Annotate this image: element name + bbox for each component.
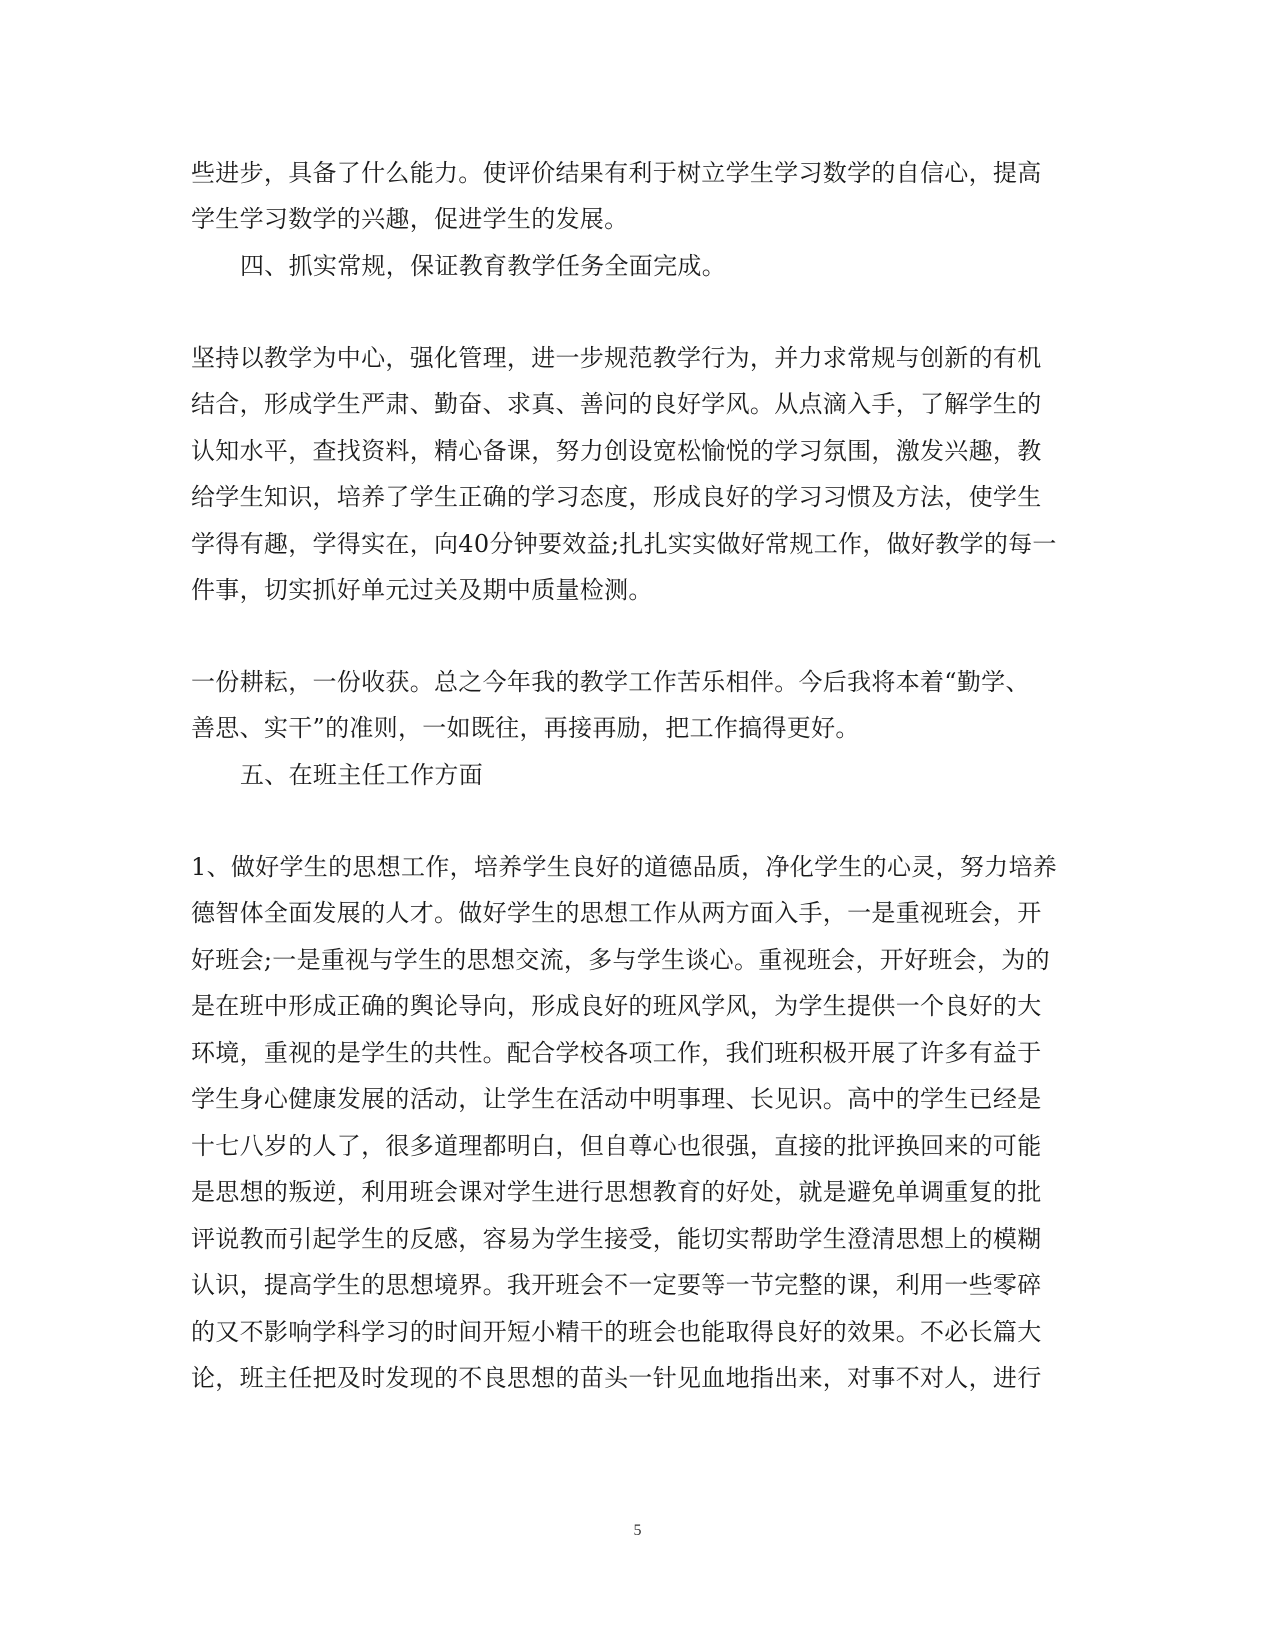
text-line: 的又不影响学科学习的时间开短小精干的班会也能取得良好的效果。不必长篇大 <box>191 1318 1042 1346</box>
text-line: 环境，重视的是学生的共性。配合学校各项工作，我们班积极开展了许多有益于 <box>191 1039 1042 1067</box>
text-line: 善思、实干”的准则，一如既往，再接再励，把工作搞得更好。 <box>191 714 860 742</box>
text-line: 学得有趣，学得实在，向40分钟要效益;扎扎实实做好常规工作，做好教学的每一 <box>191 530 1057 558</box>
text-line: 给学生知识，培养了学生正确的学习态度，形成良好的学习习惯及方法，使学生 <box>191 483 1042 511</box>
text-line: 结合，形成学生严肃、勤奋、求真、善问的良好学风。从点滴入手，了解学生的 <box>191 390 1042 418</box>
text-line: 1、做好学生的思想工作，培养学生良好的道德品质，净化学生的心灵，努力培养 <box>191 853 1058 881</box>
text-line: 是思想的叛逆，利用班会课对学生进行思想教育的好处，就是避免单调重复的批 <box>191 1178 1042 1206</box>
text-line: 些进步，具备了什么能力。使评价结果有利于树立学生学习数学的自信心，提高 <box>191 159 1042 187</box>
text-line: 认识，提高学生的思想境界。我开班会不一定要等一节完整的课，利用一些零碎 <box>191 1271 1042 1299</box>
text-line: 学生身心健康发展的活动，让学生在活动中明事理、长见识。高中的学生已经是 <box>191 1085 1042 1113</box>
text-line: 认知水平，查找资料，精心备课，努力创设宽松愉悦的学习氛围，激发兴趣，教 <box>191 437 1042 465</box>
text-line: 十七八岁的人了，很多道理都明白，但自尊心也很强，直接的批评换回来的可能 <box>191 1132 1042 1160</box>
text-line: 学生学习数学的兴趣，促进学生的发展。 <box>191 205 629 233</box>
section-heading: 四、抓实常规，保证教育教学任务全面完成。 <box>240 252 726 280</box>
text-line: 好班会;一是重视与学生的思想交流，多与学生谈心。重视班会，开好班会，为的 <box>191 946 1050 974</box>
text-line: 坚持以教学为中心，强化管理，进一步规范教学行为，并力求常规与创新的有机 <box>191 344 1042 372</box>
text-line: 德智体全面发展的人才。做好学生的思想工作从两方面入手，一是重视班会，开 <box>191 899 1042 927</box>
text-line: 一份耕耘，一份收获。总之今年我的教学工作苦乐相伴。今后我将本着“勤学、 <box>191 668 1030 696</box>
text-line: 是在班中形成正确的舆论导向，形成良好的班风学风，为学生提供一个良好的大 <box>191 992 1042 1020</box>
text-line: 件事，切实抓好单元过关及期中质量检测。 <box>191 576 653 604</box>
text-line: 论，班主任把及时发现的不良思想的苗头一针见血地指出来，对事不对人，进行 <box>191 1364 1042 1392</box>
text-line: 评说教而引起学生的反感，容易为学生接受，能切实帮助学生澄清思想上的模糊 <box>191 1225 1042 1253</box>
section-heading: 五、在班主任工作方面 <box>240 761 483 789</box>
page-number: 5 <box>633 1522 642 1539</box>
